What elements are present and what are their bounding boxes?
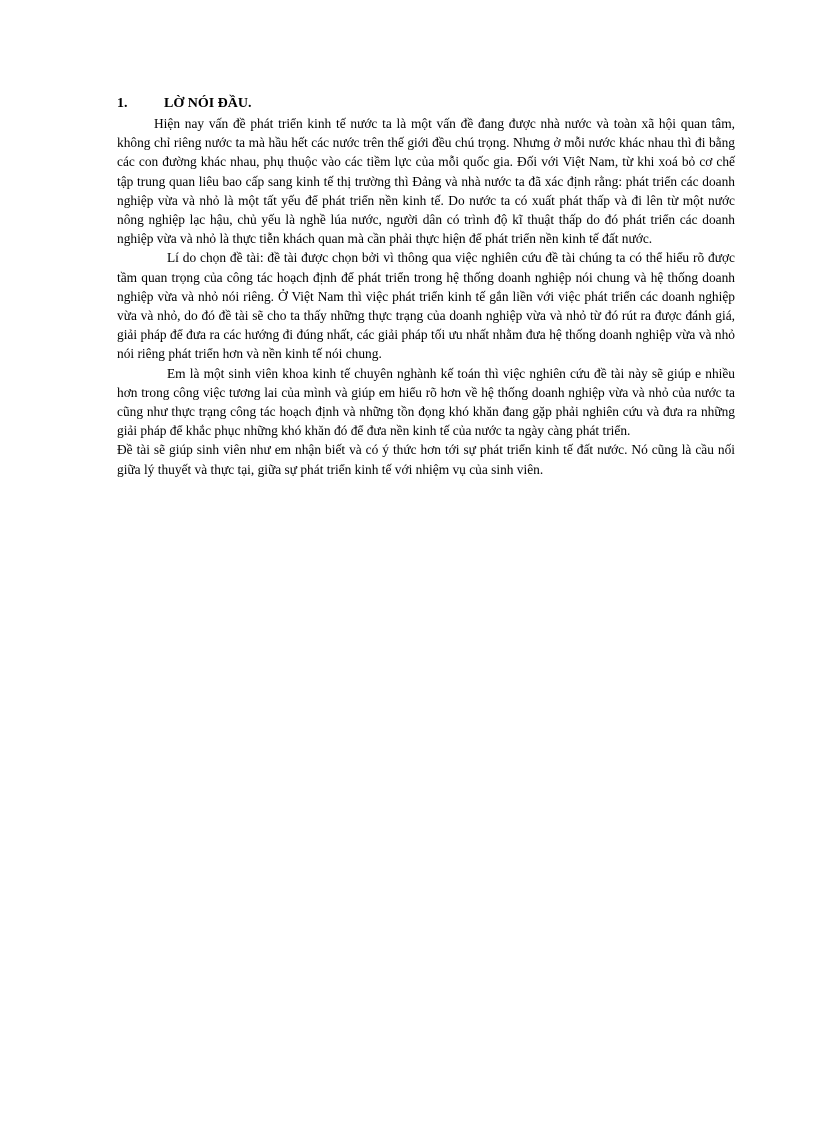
section-title: LỜ NÓI ĐẦU. — [164, 96, 252, 111]
section-heading — [117, 94, 735, 114]
section-number: 1. — [117, 96, 128, 111]
paragraph-conclusion: Đề tài sẽ giúp sinh viên như em nhận biết và có ý thức hơn tới sự phát triển kinh tế đất nước. Nó cũng là cầu nối giữa lý thuyết và thực tại, giữa sự phát triển kinh tế với nhiệm vụ của sinh viên. — [117, 442, 735, 477]
document-body — [117, 94, 735, 479]
paragraph-intro: Hiện nay vấn đề phát triển kinh tế nước ta là một vấn đề đang được nhà nước và toàn xã hội quan tâm, không chỉ riêng nước ta mà hầu hết các nước trên thế giới đều chú trọng. Nhưng ở mỗi nước khác nhau thì đi bằng các con đường khác nhau, phụ thuộc vào các tiềm lực của mỗi quốc gia. Đối với Việt Nam, từ khi xoá bỏ cơ chế tập trung quan liêu bao cấp sang kinh tế thị trường thì Đảng và nhà nước ta đã xác định rằng: phát triển các doanh nghiệp vừa và nhỏ là một tất yếu để phát triển nền kinh tế. Do nước ta có xuất phát thấp và đi lên từ một nước nông nghiệp lạc hậu, chủ yếu là nghề lúa nước, người dân có trình độ kĩ thuật thấp do đó phát triển các doanh nghiệp vừa và nhỏ là thực tiễn khách quan mà cần phải thực hiện để phát triển nền kinh tế đất nước. — [117, 116, 735, 247]
paragraph-student: Em là một sinh viên khoa kinh tế chuyên nghành kế toán thì việc nghiên cứu đề tài này sẽ giúp e nhiều hơn trong công việc tương lai của mình và giúp em hiểu rõ hơn về hệ thống doanh nghiệp vừa và nhỏ của nước ta cũng như thực trạng công tác hoạch định và những tồn đọng khó khăn đang gặp phải nghiên cứu và đưa ra những giải pháp để khắc phục những khó khăn đó để đưa nền kinh tế của nước ta ngày càng phát triển. — [117, 365, 735, 439]
paragraph-reason: Lí do chọn đề tài: đề tài được chọn bởi vì thông qua việc nghiên cứu đề tài chúng ta có thể hiểu rõ được tầm quan trọng của công tác hoạch định để phát triển trong hệ thống doanh nghiệp nói chung và hệ thống doanh nghiệp vừa và nhỏ nói riêng. Ở Việt Nam thì việc phát triển kinh tế gắn liền với việc phát triển các doanh nghiệp vừa và nhỏ, do đó đề tài sẽ cho ta thấy những thực trạng của doanh nghiệp vừa và nhỏ từ đó rút ra được đánh giá, giải pháp để đưa ra các hướng đi đúng nhất, các giải pháp tối ưu nhất nhằm đưa hệ thống doanh nghiệp vừa và nhỏ nói riêng phát triển hơn và nền kinh tế nói chung. — [117, 250, 735, 362]
